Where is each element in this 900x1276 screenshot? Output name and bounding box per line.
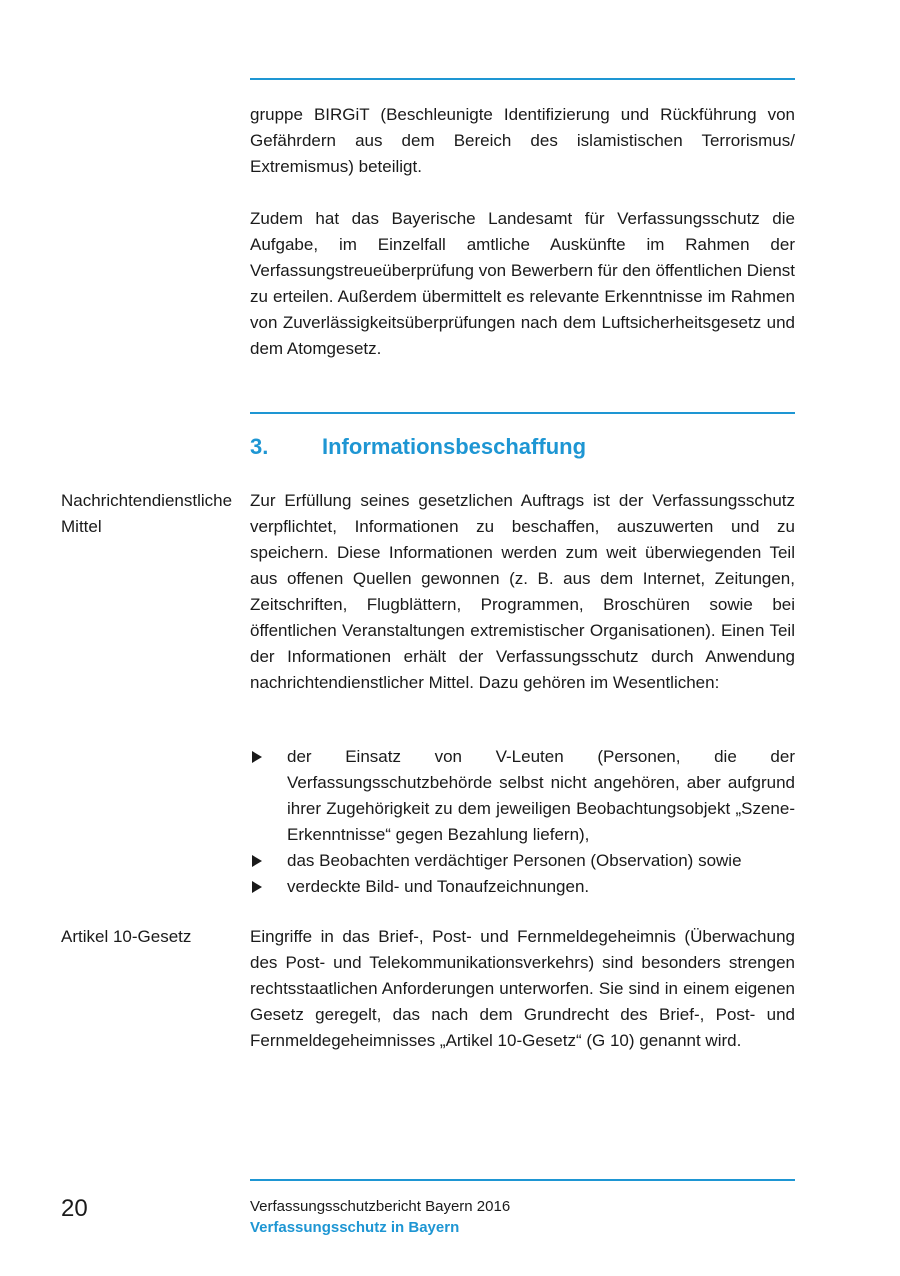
paragraph-tasks: Zudem hat das Bayerische Landesamt für Verfassungsschutz die Aufgabe, im Einzelfall amtliche Auskünfte im Rahmen der Verfassungstreueüberprüfung von Bewerbern für den öffentlichen Dienst zu erteilen. Außerdem übermittelt es relevante Erkenntnisse im Rahmen von Zuverlässigkeitsüberprüfungen nach dem Luftsicherheitsgesetz und dem Atomgesetz. [250, 209, 795, 358]
triangle-bullet-icon [252, 855, 262, 867]
triangle-bullet-icon [252, 881, 262, 893]
section-number: 3. [250, 434, 269, 459]
footer-report-title: Verfassungsschutzbericht Bayern 2016 [250, 1198, 511, 1215]
list-item-text: das Beobachten verdächtiger Personen (Observation) sowie [287, 851, 742, 870]
intelligence-methods-list [250, 744, 795, 900]
footer-divider [250, 1179, 795, 1181]
margin-note-intelligence: Nachrichtendienstliche Mittel [61, 491, 233, 536]
list-item-text: verdeckte Bild- und Tonaufzeichnungen. [287, 877, 590, 896]
list-item [250, 744, 795, 848]
paragraph-article10: Eingriffe in das Brief-, Post- und Fernmeldegeheimnis (Überwachung des Post- und Telekommunikationsverkehrs) sind besonders strengen rechtsstaatlichen Anforderungen unterworfen. Sie sind in einem eigenen Gesetz geregelt, das nach dem Grundrecht des Brief-, Post- und Fernmeldegeheimnisses „Artikel 10-Gesetz“ (G 10) genannt wird. [250, 927, 795, 1050]
list-item [250, 848, 795, 874]
triangle-bullet-icon [252, 751, 262, 763]
paragraph-intelligence: Zur Erfüllung seines gesetzlichen Auftrags ist der Verfassungsschutz verpflichtet, Informationen zu beschaffen, auszuwerten und zu speichern. Diese Informationen werden zum weit überwiegenden Teil aus offenen Quellen gewonnen (z. B. aus dem Internet, Zeitungen, Zeitschriften, Flugblättern, Programmen, Broschüren sowie bei öffentlichen Veranstaltungen extremistischer Organisationen). Einen Teil der Informationen erhält der Verfassungsschutz durch Anwendung nachrichtendienstlicher Mittel. Dazu gehören im Wesentlichen: [250, 491, 795, 692]
margin-note-article10: Artikel 10-Gesetz [61, 927, 192, 946]
top-divider [250, 78, 795, 80]
footer-chapter: Verfassungsschutz in Bayern [250, 1219, 460, 1236]
section-title: Informationsbeschaffung [322, 434, 587, 459]
page-number: 20 [61, 1195, 88, 1222]
section-heading [250, 432, 586, 462]
list-item [250, 874, 795, 900]
footer [250, 1196, 510, 1238]
section-divider [250, 412, 795, 414]
list-item-text: der Einsatz von V-Leuten (Personen, die der Verfassungsschutzbehörde selbst nicht angehören, aber aufgrund ihrer Zugehörigkeit zu dem jeweiligen Beobachtungsobjekt „Szene-Erkenntnisse“ gegen Bezahlung liefern), [287, 747, 795, 844]
paragraph-birgit: gruppe BIRGiT (Beschleunigte Identifizierung und Rückführung von Gefährdern aus dem Bereich des islamistischen Terrorismus/ Extremismus) beteiligt. [250, 105, 795, 176]
